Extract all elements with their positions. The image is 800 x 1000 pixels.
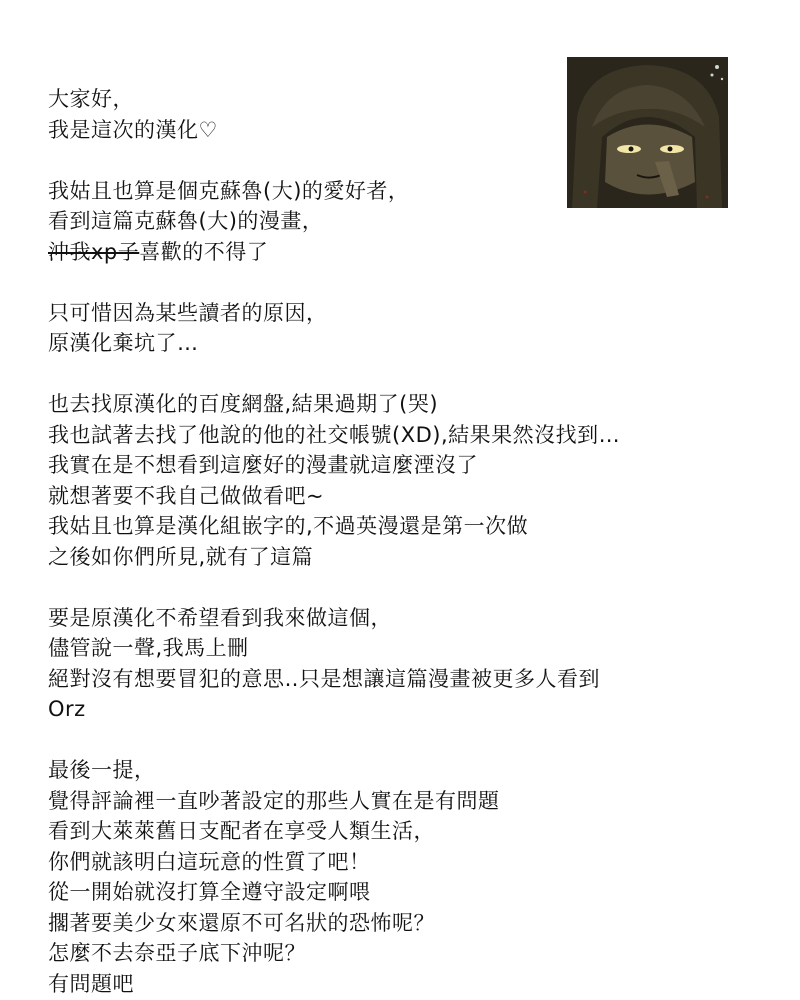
text-line: 從一開始就沒打算全遵守設定啊喂 [48, 880, 371, 904]
text-line: 最後一提， [48, 758, 156, 782]
text-line: 覺得評論裡一直吵著設定的那些人實在是有問題 [48, 788, 500, 813]
text-line: 儘管說一聲,我馬上刪 [48, 636, 249, 660]
text-line: 只可惜因為某些讀者的原因， [48, 300, 328, 325]
text-line: 擱著要美少女來還原不可名狀的恐怖呢？ [48, 910, 435, 935]
text-line: 要是原漢化不希望看到我來做這個， [48, 605, 392, 630]
text-line: 我也試著去找了他說的他的社交帳號(XD),結果果然沒找到… [48, 422, 621, 447]
struck-text: 沖我xp子 [48, 239, 140, 264]
text-line: 原漢化棄坑了… [48, 331, 199, 355]
text-line: 怎麼不去奈亞子底下沖呢？ [48, 941, 306, 965]
text-line: 大家好， [48, 87, 134, 111]
translator-note [48, 84, 748, 999]
text-line: Orz [48, 697, 86, 721]
text-line: 看到大萊萊舊日支配者在享受人類生活， [48, 819, 435, 843]
text-line: 我姑且也算是個克蘇魯(大)的愛好者， [48, 178, 410, 203]
text-line: 也去找原漢化的百度網盤,結果過期了(哭) [48, 392, 439, 416]
text-line [48, 237, 748, 268]
text-line: 我是這次的漢化♡ [48, 117, 218, 142]
text-line: 絕對沒有想要冒犯的意思‥只是想讓這篇漫畫被更多人看到 [48, 666, 601, 691]
text-line: 之後如你們所見,就有了這篇 [48, 544, 314, 569]
text-line: 看到這篇克蘇魯(大)的漫畫， [48, 209, 324, 233]
text-line: 你們就該明白這玩意的性質了吧！ [48, 849, 371, 874]
text-line: 我實在是不想看到這麼好的漫畫就這麼湮沒了 [48, 453, 478, 477]
text-line: 我姑且也算是漢化組嵌字的,不過英漫還是第一次做 [48, 514, 529, 538]
text-fragment: 喜歡的不得了 [139, 239, 269, 264]
text-line: 就想著要不我自己做做看吧~ [48, 483, 325, 508]
text-line: 有問題吧 [48, 971, 134, 996]
